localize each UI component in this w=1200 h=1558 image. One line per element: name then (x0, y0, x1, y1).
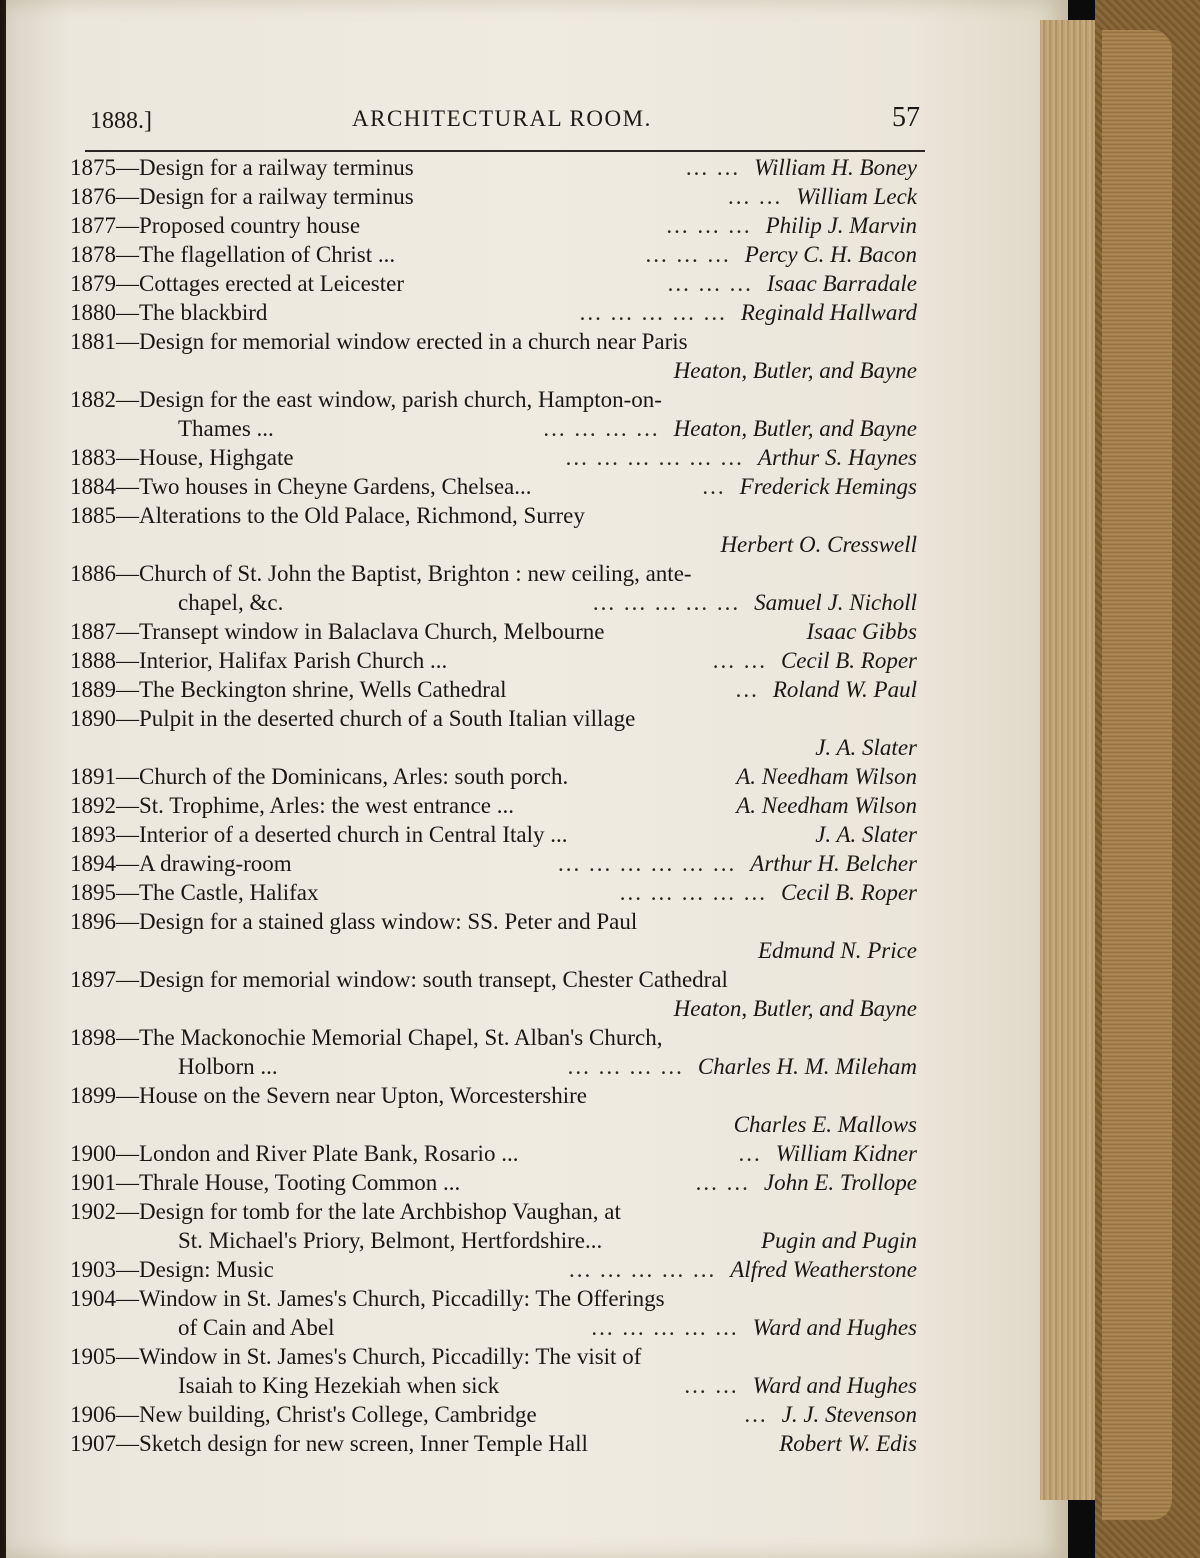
entry-description: 1893—Interior of a deserted church in Central Italy ... (70, 822, 568, 847)
entry-description: Isaiah to King Hezekiah when sick (178, 1373, 500, 1398)
catalogue-entry (70, 240, 925, 269)
entry-description: 1898—The Mackonochie Memorial Chapel, St. Alban's Church, (70, 1025, 663, 1050)
catalogue-entry (70, 820, 925, 849)
entry-line (70, 907, 925, 936)
leader-dots: ... ... ... (667, 271, 753, 296)
catalogue-entry (70, 1400, 925, 1429)
entry-author: A. Needham Wilson (736, 764, 917, 789)
entry-description: chapel, &c. (178, 590, 284, 615)
entry-line (70, 617, 925, 646)
catalogue-entry (70, 559, 925, 617)
leader-dots: ... ... (695, 1170, 750, 1195)
entry-description: 1890—Pulpit in the deserted church of a South Italian village (70, 706, 636, 731)
catalogue-entry (70, 849, 925, 878)
catalogue-entry (70, 878, 925, 907)
leader-dots: ... ... ... ... (567, 1054, 684, 1079)
entry-line (70, 791, 925, 820)
entry-line (70, 501, 925, 530)
catalogue-entry (70, 1023, 925, 1081)
entry-author: J. A. Slater (815, 822, 917, 847)
catalogue-entry (70, 646, 925, 675)
header-rule (85, 150, 925, 152)
catalogue-entry (70, 617, 925, 646)
catalogue-entry (70, 791, 925, 820)
entry-line (70, 849, 925, 878)
entry-line (70, 327, 925, 356)
entry-author: Heaton, Butler, and Bayne (673, 996, 917, 1021)
catalogue-entry (70, 1081, 925, 1139)
entry-line (70, 1313, 925, 1342)
entry-description: St. Michael's Priory, Belmont, Hertfordshire... (178, 1228, 603, 1253)
entry-description: 1886—Church of St. John the Baptist, Brighton : new ceiling, ante- (70, 561, 692, 586)
leader-dots: ... ... (712, 648, 767, 673)
entry-description: 1895—The Castle, Halifax (70, 880, 319, 905)
header-year: 1888.] (90, 108, 152, 134)
leader-dots: ... ... (685, 155, 741, 180)
page-number: 57 (892, 102, 920, 133)
leader-dots: ... ... (728, 184, 783, 209)
entry-description: 1876—Design for a railway terminus (70, 184, 414, 209)
entry-line (70, 1400, 925, 1429)
entry-description: of Cain and Abel (178, 1315, 335, 1340)
catalogue-entry (70, 675, 925, 704)
entry-description: 1891—Church of the Dominicans, Arles: south porch. (70, 764, 569, 789)
page-edges (1040, 20, 1100, 1500)
catalogue-entry (70, 907, 925, 965)
leader-dots: ... ... ... ... ... (591, 1315, 739, 1340)
entry-line (70, 820, 925, 849)
entry-description: 1877—Proposed country house (70, 213, 361, 238)
binding-spine (1102, 30, 1172, 1520)
entry-description: 1878—The flagellation of Christ ... (70, 242, 396, 267)
entry-author: Roland W. Paul (772, 677, 917, 702)
leader-dots: ... ... ... ... (543, 416, 660, 441)
entry-description: 1902—Design for tomb for the late Archbishop Vaughan, at (70, 1199, 621, 1224)
catalogue-entry (70, 1139, 925, 1168)
catalogue-entry (70, 269, 925, 298)
leader-dots: ... (735, 677, 759, 702)
entry-author: Ward and Hughes (752, 1373, 917, 1398)
leader-dots: ... ... ... ... ... (619, 880, 767, 905)
entry-author: J. A. Slater (815, 735, 917, 760)
entry-description: 1899—House on the Severn near Upton, Worcestershire (70, 1083, 588, 1108)
leader-dots: ... ... ... ... ... (579, 300, 727, 325)
entry-description: 1905—Window in St. James's Church, Piccadilly: The visit of (70, 1344, 642, 1369)
catalogue-entry (70, 472, 925, 501)
entry-line (70, 1052, 925, 1081)
catalogue-entry (70, 385, 925, 443)
catalogue-entry (70, 1255, 925, 1284)
entry-line (70, 298, 925, 327)
entry-line (70, 153, 925, 182)
entry-description: 1896—Design for a stained glass window: SS. Peter and Paul (70, 909, 638, 934)
leader-dots: ... ... ... (666, 213, 752, 238)
entry-author: William Leck (796, 184, 917, 209)
catalogue-entry (70, 153, 925, 182)
leader-dots: ... ... ... ... ... ... (565, 445, 744, 470)
entry-author: J. J. Stevenson (781, 1402, 917, 1427)
entry-author-line (70, 356, 925, 385)
entry-description: 1879—Cottages erected at Leicester (70, 271, 404, 296)
entry-line (70, 1139, 925, 1168)
entry-author: Robert W. Edis (779, 1431, 917, 1456)
entry-description: 1882—Design for the east window, parish church, Hampton-on- (70, 387, 662, 412)
entry-author-line (70, 530, 925, 559)
entry-line (70, 1226, 925, 1255)
entry-author-line (70, 994, 925, 1023)
catalogue-entry (70, 182, 925, 211)
entry-line (70, 675, 925, 704)
entry-author: Heaton, Butler, and Bayne (673, 358, 917, 383)
entry-author: Heaton, Butler, and Bayne (673, 416, 917, 441)
entry-line (70, 588, 925, 617)
entry-description: 1907—Sketch design for new screen, Inner Temple Hall (70, 1431, 588, 1456)
entry-description: 1897—Design for memorial window: south transept, Chester Cathedral (70, 967, 728, 992)
entry-description: 1887—Transept window in Balaclava Church, Melbourne (70, 619, 605, 644)
entry-line (70, 1371, 925, 1400)
entry-line (70, 385, 925, 414)
entry-line (70, 443, 925, 472)
entry-description: 1889—The Beckington shrine, Wells Cathedral (70, 677, 507, 702)
entry-description: 1904—Window in St. James's Church, Piccadilly: The Offerings (70, 1286, 665, 1311)
entry-description: 1900—London and River Plate Bank, Rosario ... (70, 1141, 519, 1166)
entry-line (70, 1023, 925, 1052)
entry-line (70, 1081, 925, 1110)
leader-dots: ... (738, 1141, 762, 1166)
entry-author: Percy C. H. Bacon (744, 242, 917, 267)
entry-line (70, 211, 925, 240)
catalogue-entry (70, 762, 925, 791)
entry-author: Cecil B. Roper (780, 880, 917, 905)
catalogue-entry (70, 501, 925, 559)
entry-description: Thames ... (178, 416, 274, 441)
catalogue-entry (70, 298, 925, 327)
entry-author: Reginald Hallward (740, 300, 917, 325)
entry-description: 1894—A drawing-room (70, 851, 292, 876)
leader-dots: ... ... ... ... ... ... (558, 851, 737, 876)
running-header (90, 100, 920, 140)
entry-author: Cecil B. Roper (780, 648, 917, 673)
entry-description: 1892—St. Trophime, Arles: the west entrance ... (70, 793, 514, 818)
entry-description: 1884—Two houses in Cheyne Gardens, Chelsea... (70, 474, 532, 499)
entry-line (70, 559, 925, 588)
entry-author: Philip J. Marvin (765, 213, 917, 238)
entry-author: Frederick Hemings (739, 474, 917, 499)
entry-author: Charles E. Mallows (733, 1112, 917, 1137)
leader-dots: ... ... ... (645, 242, 731, 267)
entry-author: Arthur H. Belcher (750, 851, 917, 876)
entry-author-line (70, 1110, 925, 1139)
entry-description: Holborn ... (178, 1054, 278, 1079)
catalogue-entry (70, 1429, 925, 1458)
entry-author-line (70, 733, 925, 762)
leader-dots: ... (702, 474, 726, 499)
entry-line (70, 704, 925, 733)
catalogue-entry (70, 965, 925, 1023)
entry-description: 1875—Design for a railway terminus (70, 155, 414, 180)
entry-line (70, 762, 925, 791)
entry-author: Pugin and Pugin (761, 1228, 917, 1253)
entry-line (70, 1197, 925, 1226)
entry-line (70, 414, 925, 443)
entry-author: Arthur S. Haynes (757, 445, 917, 470)
entry-line (70, 1284, 925, 1313)
catalogue-entries (70, 153, 925, 1458)
entry-line (70, 646, 925, 675)
header-title: ARCHITECTURAL ROOM. (352, 106, 652, 131)
leader-dots: ... ... ... ... ... (592, 590, 741, 615)
entry-author: Edmund N. Price (757, 938, 917, 963)
catalogue-entry (70, 1197, 925, 1255)
entry-author: Isaac Barradale (766, 271, 917, 296)
entry-line (70, 965, 925, 994)
entry-description: 1901—Thrale House, Tooting Common ... (70, 1170, 461, 1195)
entry-line (70, 1429, 925, 1458)
entry-description: 1906—New building, Christ's College, Cambridge (70, 1402, 537, 1427)
entry-description: 1888—Interior, Halifax Parish Church ... (70, 648, 448, 673)
entry-description: 1883—House, Highgate (70, 445, 294, 470)
leader-dots: ... ... ... ... ... (569, 1257, 717, 1282)
entry-author: Isaac Gibbs (806, 619, 917, 644)
entry-description: 1880—The blackbird (70, 300, 268, 325)
entry-author: Charles H. M. Mileham (697, 1054, 917, 1079)
entry-description: 1885—Alterations to the Old Palace, Richmond, Surrey (70, 503, 585, 528)
entry-author: Alfred Weatherstone (730, 1257, 917, 1282)
entry-author: Herbert O. Cresswell (720, 532, 917, 557)
entry-author-line (70, 936, 925, 965)
entry-author: Samuel J. Nicholl (754, 590, 917, 615)
entry-line (70, 1255, 925, 1284)
catalogue-entry (70, 1284, 925, 1342)
entry-author: William H. Boney (754, 155, 917, 180)
entry-line (70, 240, 925, 269)
entry-author: A. Needham Wilson (736, 793, 917, 818)
entry-author: John E. Trollope (763, 1170, 917, 1195)
entry-line (70, 1342, 925, 1371)
entry-description: 1881—Design for memorial window erected in a church near Paris (70, 329, 688, 354)
entry-author: Ward and Hughes (752, 1315, 917, 1340)
entry-line (70, 878, 925, 907)
entry-line (70, 472, 925, 501)
leader-dots: ... ... (684, 1373, 739, 1398)
leader-dots: ... (744, 1402, 768, 1427)
entry-line (70, 182, 925, 211)
catalogue-entry (70, 704, 925, 762)
catalogue-entry (70, 211, 925, 240)
entry-description: 1903—Design: Music (70, 1257, 274, 1282)
catalogue-entry (70, 443, 925, 472)
entry-line (70, 1168, 925, 1197)
entry-author: William Kidner (775, 1141, 917, 1166)
entry-line (70, 269, 925, 298)
catalogue-entry (70, 1342, 925, 1400)
catalogue-entry (70, 327, 925, 385)
catalogue-entry (70, 1168, 925, 1197)
